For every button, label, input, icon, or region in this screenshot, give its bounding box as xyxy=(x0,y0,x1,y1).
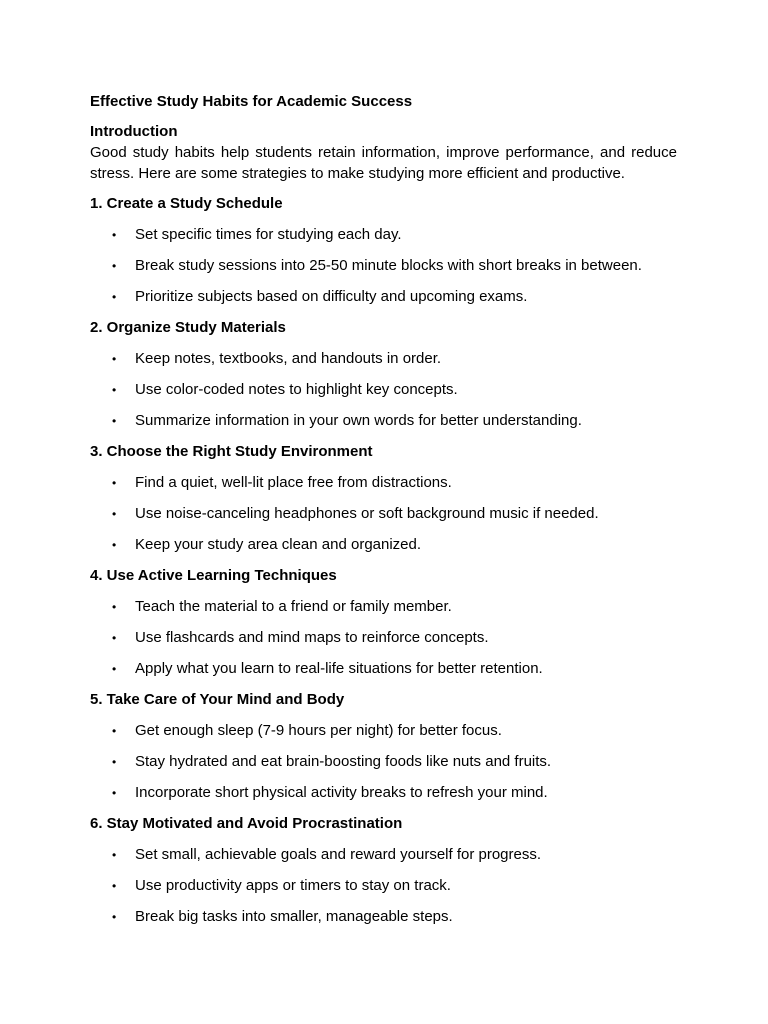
bullet-icon: • xyxy=(112,259,117,273)
section-list xyxy=(90,193,677,928)
section-heading: 6. Stay Motivated and Avoid Procrastination xyxy=(90,815,403,832)
list-item-text: Stay hydrated and eat brain-boosting foods like nuts and fruits. xyxy=(135,753,552,770)
bullet-icon: • xyxy=(112,631,117,645)
list-item-text: Incorporate short physical activity breaks to refresh your mind. xyxy=(135,784,548,801)
list-item-text: Use flashcards and mind maps to reinforce concepts. xyxy=(135,629,489,646)
bullet-icon: • xyxy=(112,538,117,552)
bullet-icon: • xyxy=(112,662,117,676)
list-item-text: Teach the material to a friend or family member. xyxy=(135,598,452,615)
list-item xyxy=(90,627,677,649)
section-heading: 1. Create a Study Schedule xyxy=(90,195,283,212)
document-page xyxy=(90,91,677,937)
bullet-icon: • xyxy=(112,724,117,738)
intro-paragraph: Good study habits help students retain information, improve performance, and reduce stress. Here are some strategies to make studying more efficient and productive. xyxy=(90,144,677,182)
list-item-text: Use color-coded notes to highlight key concepts. xyxy=(135,381,458,398)
list-item xyxy=(90,348,677,370)
list-item-text: Break study sessions into 25-50 minute blocks with short breaks in between. xyxy=(135,257,642,274)
list-item xyxy=(90,503,677,525)
bullet-list xyxy=(90,596,677,680)
bullet-icon: • xyxy=(112,755,117,769)
list-item-text: Use productivity apps or timers to stay on track. xyxy=(135,877,451,894)
section-heading: 4. Use Active Learning Techniques xyxy=(90,567,337,584)
bullet-icon: • xyxy=(112,600,117,614)
bullet-icon: • xyxy=(112,228,117,242)
bullet-icon: • xyxy=(112,786,117,800)
list-item xyxy=(90,906,677,928)
bullet-icon: • xyxy=(112,910,117,924)
document-title: Effective Study Habits for Academic Success xyxy=(90,93,413,110)
list-item-text: Set specific times for studying each day. xyxy=(135,226,402,243)
section-heading: 3. Choose the Right Study Environment xyxy=(90,443,373,460)
list-item xyxy=(90,410,677,432)
bullet-list xyxy=(90,472,677,556)
list-item xyxy=(90,472,677,494)
list-item xyxy=(90,751,677,773)
list-item xyxy=(90,286,677,308)
bullet-icon: • xyxy=(112,879,117,893)
list-item-text: Apply what you learn to real-life situations for better retention. xyxy=(135,660,543,677)
list-item-text: Keep your study area clean and organized. xyxy=(135,536,422,553)
bullet-list xyxy=(90,224,677,308)
section-heading: 5. Take Care of Your Mind and Body xyxy=(90,691,345,708)
list-item-text: Use noise-canceling headphones or soft background music if needed. xyxy=(135,505,599,522)
list-item-text: Summarize information in your own words for better understanding. xyxy=(135,412,582,429)
list-item xyxy=(90,379,677,401)
list-item-text: Get enough sleep (7-9 hours per night) for better focus. xyxy=(135,722,502,739)
section-heading: 2. Organize Study Materials xyxy=(90,319,286,336)
bullet-icon: • xyxy=(112,352,117,366)
list-item xyxy=(90,720,677,742)
list-item xyxy=(90,782,677,804)
bullet-list xyxy=(90,844,677,928)
list-item xyxy=(90,844,677,866)
bullet-icon: • xyxy=(112,507,117,521)
list-item xyxy=(90,875,677,897)
list-item xyxy=(90,534,677,556)
list-item-text: Set small, achievable goals and reward yourself for progress. xyxy=(135,846,542,863)
list-item xyxy=(90,224,677,246)
bullet-icon: • xyxy=(112,848,117,862)
list-item xyxy=(90,658,677,680)
bullet-list xyxy=(90,348,677,432)
list-item xyxy=(90,255,677,277)
list-item xyxy=(90,596,677,618)
intro-heading: Introduction xyxy=(90,123,178,140)
bullet-icon: • xyxy=(112,414,117,428)
bullet-icon: • xyxy=(112,290,117,304)
bullet-list xyxy=(90,720,677,804)
bullet-icon: • xyxy=(112,476,117,490)
list-item-text: Find a quiet, well-lit place free from distractions. xyxy=(135,474,452,491)
list-item-text: Prioritize subjects based on difficulty and upcoming exams. xyxy=(135,288,528,305)
bullet-icon: • xyxy=(112,383,117,397)
list-item-text: Break big tasks into smaller, manageable steps. xyxy=(135,908,453,925)
list-item-text: Keep notes, textbooks, and handouts in order. xyxy=(135,350,442,367)
